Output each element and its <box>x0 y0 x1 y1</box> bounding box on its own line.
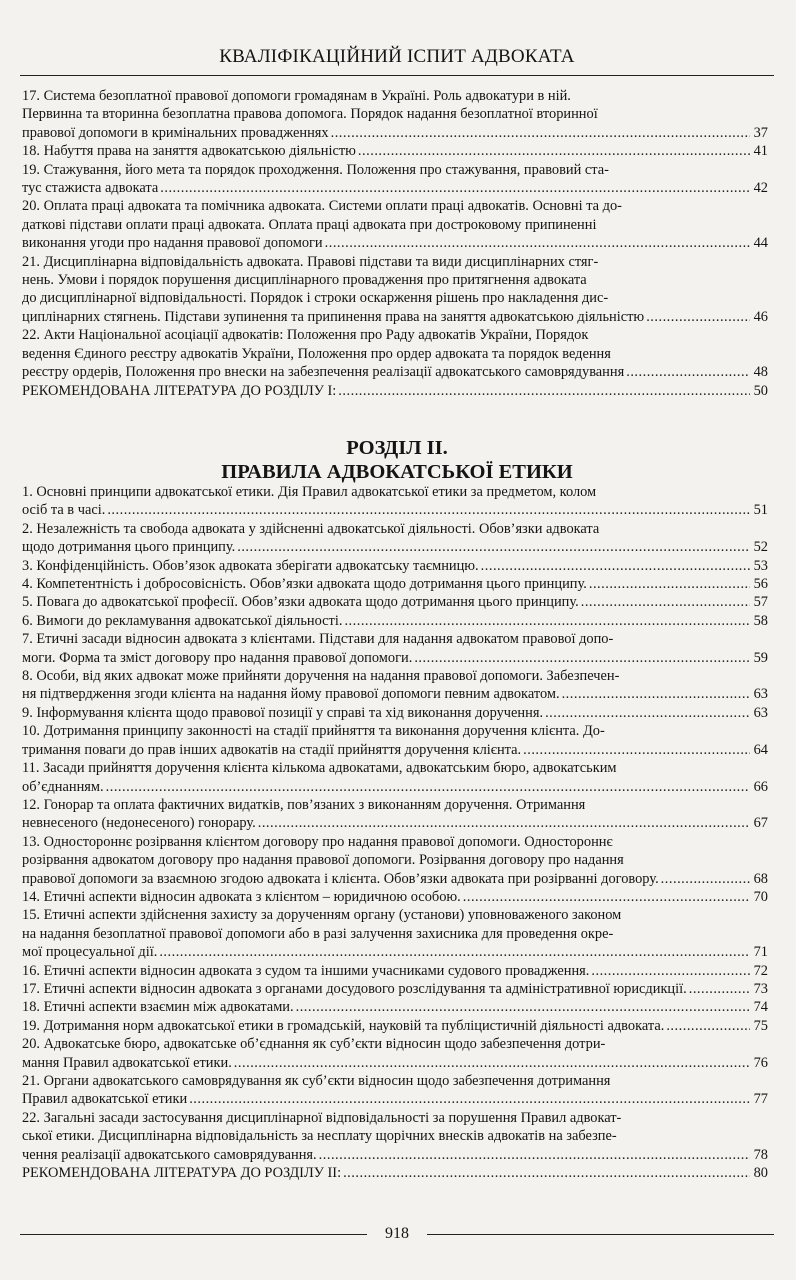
toc-page-number: 63 <box>753 704 768 721</box>
toc-entry-last-line <box>22 814 768 832</box>
dot-leader <box>626 363 750 381</box>
dot-leader <box>562 685 750 703</box>
toc-entry-text: моги. Форма та зміст договору про надання правової допомоги. <box>22 649 413 666</box>
toc-entry-line: 8. Особи, від яких адвокат може прийняти доручення на надання правової допомоги. Забезпечен- <box>22 668 620 685</box>
toc-section-2 <box>22 483 768 1182</box>
toc-entry-line: 20. Адвокатське бюро, адвокатське об’єднання як суб’єкти відносин щодо забезпечення дотри- <box>22 1036 606 1053</box>
toc-entry-text: мої процесуальної дії. <box>22 944 158 961</box>
toc-entry <box>22 575 768 593</box>
toc-page-number: 77 <box>753 1091 768 1108</box>
dot-leader <box>343 1164 750 1182</box>
toc-entry-last-line <box>22 685 768 703</box>
toc-entry-line: 21. Дисциплінарна відповідальність адвоката. Правові підстави та види дисциплінарних стяг- <box>22 253 599 270</box>
toc-entry-text: ня підтвердження згоди клієнта на надання йому правової допомоги певним адвокатом. <box>22 686 560 703</box>
header-rule <box>20 75 774 76</box>
dot-leader <box>237 538 750 556</box>
toc-entry-last-line <box>22 612 768 630</box>
toc-page-number: 42 <box>753 180 768 197</box>
toc-page-number: 41 <box>753 143 768 160</box>
running-head: КВАЛІФІКАЦІЙНИЙ ІСПИТ АДВОКАТА <box>219 46 575 67</box>
toc-entry <box>22 197 768 252</box>
toc-entry <box>22 667 768 704</box>
toc-entry-text: циплінарних стягнень. Підстави зупинення та припинення права на заняття адвокатською діяльністю <box>22 308 645 325</box>
toc-entry-line: Первинна та вторинна безоплатна правова допомога. Порядок надання безоплатної вторинної <box>22 106 598 123</box>
toc-entry <box>22 1072 768 1109</box>
toc-page-number: 68 <box>753 870 768 887</box>
toc-entry-line: 17. Система безоплатної правової допомоги громадянам в Україні. Роль адвокатури в ній. <box>22 88 571 104</box>
toc-page-number: 51 <box>753 502 768 519</box>
toc-entry-last-line <box>22 363 768 381</box>
toc-entry <box>22 382 768 400</box>
toc-entry <box>22 326 768 381</box>
dot-leader <box>338 382 750 400</box>
toc-entry-text: 16. Етичні аспекти відносин адвоката з судом та іншими учасниками судового провадження. <box>22 962 590 979</box>
dot-leader <box>234 1054 750 1072</box>
toc-entry-text: щодо дотримання цього принципу. <box>22 539 236 556</box>
dot-leader <box>414 649 750 667</box>
toc-entry-text: тримання поваги до прав інших адвокатів на стадії прийняття доручення клієнта. <box>22 741 522 758</box>
dot-leader <box>331 124 750 142</box>
toc-entry <box>22 593 768 611</box>
dot-leader <box>463 888 750 906</box>
footer-rule-right <box>427 1234 774 1235</box>
dot-leader <box>319 1146 750 1164</box>
toc-entry-text: 18. Набуття права на заняття адвокатською діяльністю <box>22 143 356 160</box>
dot-leader <box>358 142 750 160</box>
toc-entry <box>22 906 768 961</box>
toc-entry <box>22 722 768 759</box>
toc-entry-line: 19. Стажування, його мета та порядок проходження. Положення про стажування, правовий ста- <box>22 161 609 178</box>
page-number: 918 <box>385 1225 409 1242</box>
toc-entry-last-line <box>22 557 768 575</box>
page-footer <box>20 1224 774 1244</box>
dot-leader <box>106 778 750 796</box>
toc-entry-line: до дисциплінарної відповідальності. Порядок і строки оскарження рішень про накладення дис- <box>22 290 609 307</box>
toc-entry <box>22 962 768 980</box>
toc-page-number: 73 <box>753 980 768 997</box>
toc-page-number: 58 <box>753 612 768 629</box>
toc-entry-last-line <box>22 962 768 980</box>
section-title: ПРАВИЛА АДВОКАТСЬКОЇ ЕТИКИ <box>221 461 573 483</box>
dot-leader <box>523 741 750 759</box>
toc-page-number: 71 <box>753 944 768 961</box>
toc-entry-line: 22. Акти Національної асоціації адвокатів: Положення про Раду адвокатів України, Порядок <box>22 327 589 344</box>
toc-page-number: 75 <box>753 1017 768 1034</box>
toc-page-number: 52 <box>753 539 768 556</box>
toc-entry-last-line <box>22 1146 768 1164</box>
toc-entry-text: невнесеного (недонесеного) гонорару. <box>22 815 256 832</box>
toc-entry-last-line <box>22 142 768 160</box>
toc-entry <box>22 87 768 142</box>
toc-entry <box>22 888 768 906</box>
footer-rule-left <box>20 1234 367 1235</box>
toc-page-number: 57 <box>753 594 768 611</box>
toc-entry-text: Правил адвокатської етики <box>22 1091 188 1108</box>
toc-entry-last-line <box>22 382 768 400</box>
toc-page-number: 63 <box>753 686 768 703</box>
toc-entry-text: РЕКОМЕНДОВАНА ЛІТЕРАТУРА ДО РОЗДІЛУ II: <box>22 1165 342 1182</box>
toc-entry-text: 6. Вимоги до рекламування адвокатської діяльності. <box>22 612 343 629</box>
toc-entry <box>22 630 768 667</box>
toc-entry-last-line <box>22 234 768 252</box>
toc-entry-last-line <box>22 888 768 906</box>
toc-entry <box>22 759 768 796</box>
toc-entry-last-line <box>22 124 768 142</box>
dot-leader <box>107 501 750 519</box>
section-heading: РОЗДІЛ II. <box>346 437 448 459</box>
toc-entry-last-line <box>22 943 768 961</box>
toc-entry-last-line <box>22 870 768 888</box>
toc-page-number: 67 <box>753 815 768 832</box>
toc-entry-text: 4. Компетентність і добросовісність. Обов’язки адвоката щодо дотримання цього принципу. <box>22 576 587 593</box>
toc-entry-line: 15. Етичні аспекти здійснення захисту за дорученням органу (установи) уповноваженого законом <box>22 907 622 924</box>
toc-entry-last-line <box>22 179 768 197</box>
dot-leader <box>296 998 750 1016</box>
dot-leader <box>589 575 750 593</box>
toc-entry-text: реєстру ордерів, Положення про внески на забезпечення реалізації адвокатського самоврядування <box>22 364 625 381</box>
toc-entry <box>22 833 768 888</box>
toc-entry <box>22 483 768 520</box>
toc-entry-line: 1. Основні принципи адвокатської етики. Дія Правил адвокатської етики за предметом, колом <box>22 484 597 500</box>
toc-page-number: 76 <box>753 1054 768 1071</box>
dot-leader <box>325 234 750 252</box>
toc-entry-line: 12. Гонорар та оплата фактичних видатків, пов’язаних з виконанням доручення. Отримання <box>22 796 586 813</box>
toc-entry <box>22 704 768 722</box>
toc-page-number: 46 <box>753 308 768 325</box>
toc-page-number: 78 <box>753 1146 768 1163</box>
toc-page-number: 72 <box>753 962 768 979</box>
dot-leader <box>189 1090 750 1108</box>
toc-entry-last-line <box>22 593 768 611</box>
toc-entry-last-line <box>22 741 768 759</box>
toc-entry-text: виконання угоди про надання правової допомоги <box>22 235 323 252</box>
toc-entry-text: 3. Конфіденційність. Обов’язок адвоката зберігати адвокатську таємницю. <box>22 557 479 574</box>
dot-leader <box>258 814 750 832</box>
toc-page-number: 59 <box>753 649 768 666</box>
toc-entry-line: 10. Дотримання принципу законності на стадії прийняття та виконання доручення клієнта. До- <box>22 723 605 740</box>
toc-entry-text: правової допомоги в кримінальних провадженнях <box>22 124 329 141</box>
toc-entry-line: ведення Єдиного реєстру адвокатів України, Положення про ордер адвоката та порядок ведення <box>22 345 611 362</box>
dot-leader <box>344 612 750 630</box>
toc-entry <box>22 1109 768 1164</box>
toc-entry-line: 20. Оплата праці адвоката та помічника адвоката. Системи оплати праці адвокатів. Основні та до- <box>22 198 622 215</box>
toc-entry-line: на надання безоплатної правової допомоги або в разі залучення захисника для проведення окре- <box>22 925 614 942</box>
toc-page-number: 44 <box>753 235 768 252</box>
toc-entry-line: нень. Умови і порядок порушення дисциплінарного провадження про притягнення адвоката <box>22 272 587 289</box>
toc-entry-last-line <box>22 1054 768 1072</box>
toc-entry-text: чення реалізації адвокатського самоврядування. <box>22 1146 317 1163</box>
toc-entry <box>22 1035 768 1072</box>
toc-entry-text: 19. Дотримання норм адвокатської етики в громадській, науковій та публіцистичній діяльності адвоката. <box>22 1017 665 1034</box>
toc-entry-last-line <box>22 1090 768 1108</box>
toc-page-number: 66 <box>753 778 768 795</box>
dot-leader <box>581 593 750 611</box>
toc-entry-text: осіб та в часі. <box>22 502 106 519</box>
toc-entry-line: 11. Засади прийняття доручення клієнта кількома адвокатами, адвокатським бюро, адвокатським <box>22 760 617 777</box>
toc-entry-last-line <box>22 575 768 593</box>
toc-page-number: 74 <box>753 999 768 1016</box>
toc-entry-line: ської етики. Дисциплінарна відповідальність за несплату щорічних внесків адвокатів на забезпе- <box>22 1128 617 1145</box>
toc-entry-last-line <box>22 538 768 556</box>
dot-leader <box>591 962 750 980</box>
toc-entry-text: 17. Етичні аспекти відносин адвоката з органами досудового розслідування та адміністративної юрисдикції. <box>22 980 687 997</box>
toc-entry-line: даткові підстави оплати праці адвоката. Оплата праці адвоката при достроковому припиненні <box>22 216 597 233</box>
toc-entry <box>22 161 768 198</box>
dot-leader <box>661 870 750 888</box>
dot-leader <box>481 557 750 575</box>
toc-entry-last-line <box>22 704 768 722</box>
toc-entry <box>22 612 768 630</box>
toc-entry-line: 7. Етичні засади відносин адвоката з клієнтами. Підстави для надання адвокатом правової допо- <box>22 631 614 648</box>
toc-entry-text: об’єднанням. <box>22 778 104 795</box>
toc-section-1 <box>22 87 768 400</box>
toc-page-number: 56 <box>753 576 768 593</box>
toc-entry <box>22 1164 768 1182</box>
toc-page-number: 48 <box>753 364 768 381</box>
toc-entry-last-line <box>22 1164 768 1182</box>
toc-page-number: 80 <box>753 1165 768 1182</box>
toc-entry-text: РЕКОМЕНДОВАНА ЛІТЕРАТУРА ДО РОЗДІЛУ I: <box>22 382 337 399</box>
toc-page-number: 64 <box>753 741 768 758</box>
toc-entry-text: 18. Етичні аспекти взаємин між адвокатами. <box>22 999 294 1016</box>
dot-leader <box>689 980 750 998</box>
toc-entry-line: 21. Органи адвокатського самоврядування як суб’єкти відносин щодо забезпечення дотримання <box>22 1073 611 1089</box>
toc-page-number: 70 <box>753 888 768 905</box>
toc-entry-last-line <box>22 778 768 796</box>
dot-leader <box>160 179 750 197</box>
toc-entry-text: 9. Інформування клієнта щодо правової позиції у справі та хід виконання доручення. <box>22 704 544 721</box>
toc-entry-line: 22. Загальні засади застосування дисциплінарної відповідальності за порушення Правил адвокат- <box>22 1109 622 1126</box>
dot-leader <box>646 308 750 326</box>
toc-entry-line: 2. Незалежність та свобода адвоката у здійсненні адвокатської діяльності. Обов’язки адвоката <box>22 520 600 537</box>
toc-entry-last-line <box>22 501 768 519</box>
toc-entry <box>22 1017 768 1035</box>
toc-page-number: 53 <box>753 557 768 574</box>
dot-leader <box>666 1017 750 1035</box>
toc-page-number: 50 <box>753 382 768 399</box>
toc-entry <box>22 796 768 833</box>
toc-entry-last-line <box>22 649 768 667</box>
toc-entry-text: правової допомоги за взаємною згодою адвоката і клієнта. Обов’язки адвоката при розірванні договору. <box>22 870 659 887</box>
toc-entry <box>22 557 768 575</box>
toc-entry-last-line <box>22 998 768 1016</box>
toc-entry-text: 5. Повага до адвокатської професії. Обов’язки адвоката щодо дотримання цього принципу. <box>22 594 579 611</box>
toc-entry-last-line <box>22 980 768 998</box>
dot-leader <box>545 704 750 722</box>
toc-entry-text: тус стажиста адвоката <box>22 180 159 197</box>
toc-entry-last-line <box>22 1017 768 1035</box>
toc-page-number: 37 <box>753 124 768 141</box>
toc-entry-line: розірвання адвокатом договору про надання правової допомоги. Розірвання договору про надання <box>22 852 624 869</box>
toc-entry <box>22 980 768 998</box>
toc-entry <box>22 253 768 327</box>
toc-entry-line: 13. Одностороннє розірвання клієнтом договору про надання правової допомоги. Одностороннє <box>22 833 613 850</box>
toc-entry-last-line <box>22 308 768 326</box>
toc-entry-text: 14. Етичні аспекти відносин адвоката з клієнтом – юридичною особою. <box>22 888 461 905</box>
toc-entry <box>22 142 768 160</box>
toc-entry <box>22 520 768 557</box>
toc-entry <box>22 998 768 1016</box>
dot-leader <box>159 943 750 961</box>
toc-entry-text: мання Правил адвокатської етики. <box>22 1054 232 1071</box>
